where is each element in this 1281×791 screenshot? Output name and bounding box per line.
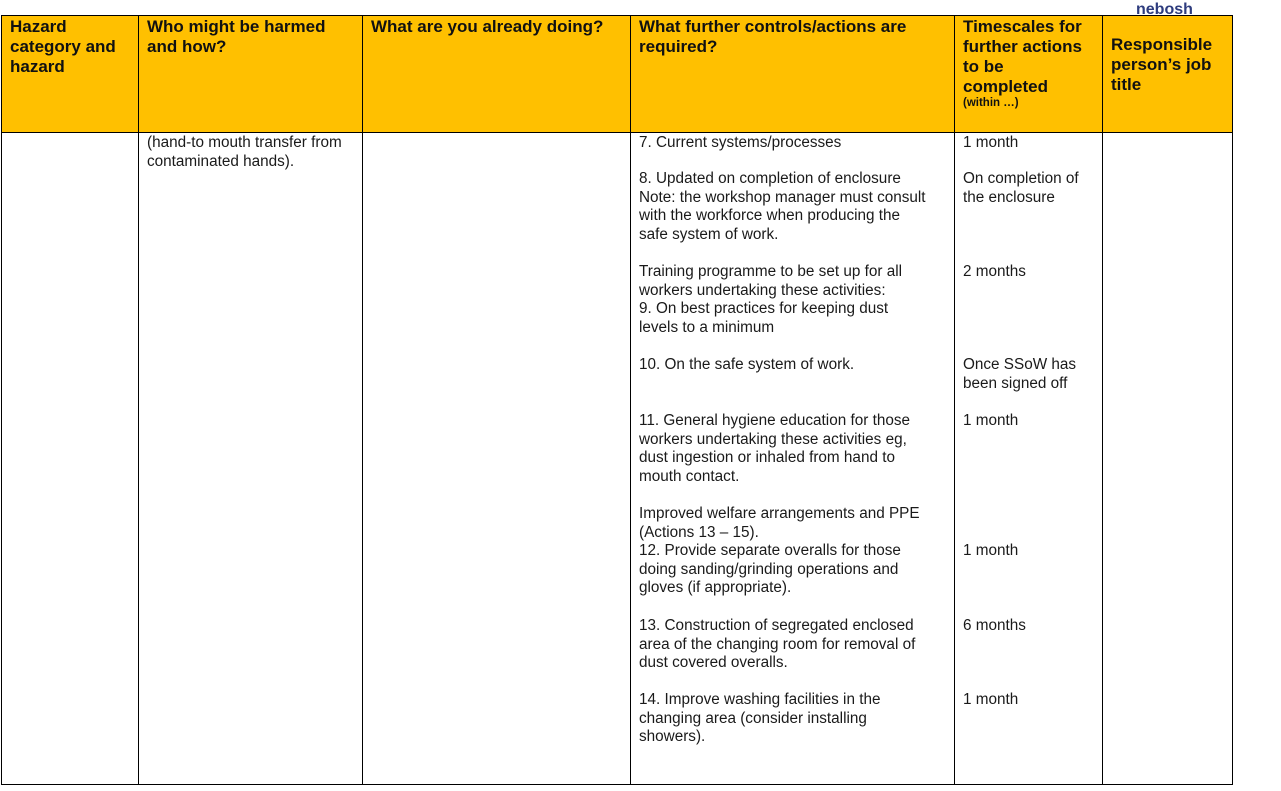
action-item: 14. Improve washing facilities in the changing area (consider installing showers). — [639, 691, 881, 746]
brand-logo-text: nebosh — [1136, 1, 1193, 15]
action-item: Training programme to be set up for all workers undertaking these activities: 9. On best practices for keeping dust levels to a minimum — [639, 263, 903, 336]
timescale-item: 2 months — [963, 263, 1026, 280]
table-row — [2, 133, 1233, 785]
header-responsible: Responsible person’s job title — [1103, 16, 1233, 133]
timescale-item: 1 month — [963, 691, 1019, 708]
risk-assessment-table — [1, 15, 1233, 785]
timescale-item: Once SSoW has been signed off — [963, 356, 1077, 392]
cell-timescales — [955, 133, 1103, 785]
action-item: Improved welfare arrangements and PPE (Actions 13 – 15). 12. Provide separate overalls for those doing sanding/grinding operations and gloves (if appropriate). — [639, 505, 920, 597]
cell-already-doing — [363, 133, 631, 785]
action-item: 11. General hygiene education for those workers undertaking these activities eg, dust ingestion or inhaled from hand to mouth contact. — [639, 412, 910, 485]
timescale-item: 1 month — [963, 412, 1019, 429]
cell-hazard — [2, 133, 139, 785]
header-who-harmed: Who might be harmed and how? — [139, 16, 363, 133]
timescale-item: 1 month — [963, 542, 1019, 559]
action-item: 13. Construction of segregated enclosed area of the changing room for removal of dust covered overalls. — [639, 617, 916, 672]
header-row — [2, 16, 1233, 133]
timescale-item: On completion of the enclosure — [963, 170, 1079, 206]
header-timescales: Timescales for further actions to be completed (within …) — [955, 16, 1103, 133]
timescale-item: 1 month — [963, 134, 1019, 151]
action-item: 8. Updated on completion of enclosure Note: the workshop manager must consult with the workforce when producing the safe system of work. — [639, 170, 926, 243]
cell-responsible — [1103, 133, 1233, 785]
timescale-item: 6 months — [963, 617, 1026, 634]
header-further-controls: What further controls/actions are required? — [631, 16, 955, 133]
action-item: 7. Current systems/processes — [639, 134, 842, 151]
cell-who-harmed: (hand-to mouth transfer from contaminated hands). — [139, 133, 363, 785]
timescales-subtitle: (within …) — [963, 97, 1019, 109]
header-already-doing: What are you already doing? — [363, 16, 631, 133]
cell-further-controls — [631, 133, 955, 785]
action-item: 10. On the safe system of work. — [639, 356, 855, 373]
header-hazard: Hazard category and hazard — [2, 16, 139, 133]
